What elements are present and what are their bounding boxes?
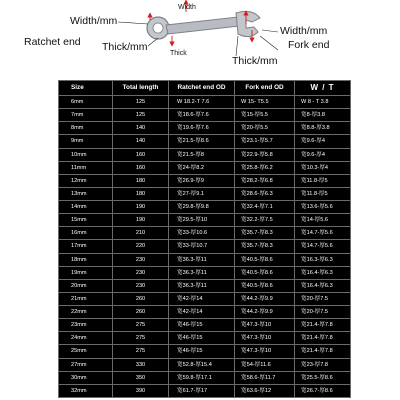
cell-size: 15mm xyxy=(59,214,113,227)
cell-ratchet-od: 宽27-厚9.1 xyxy=(169,187,235,200)
cell-size: 25mm xyxy=(59,345,113,358)
table-row xyxy=(59,135,351,148)
header-ratchet-od: Ratchet end OD xyxy=(169,81,235,96)
cell-total-length: 230 xyxy=(113,279,169,292)
cell-size: 20mm xyxy=(59,279,113,292)
cell-fork-od: 宽35.7-厚8.3 xyxy=(235,240,295,253)
cell-size: 10mm xyxy=(59,148,113,161)
cell-total-length: 390 xyxy=(113,384,169,397)
table-row xyxy=(59,174,351,187)
table-row xyxy=(59,319,351,332)
cell-size: 27mm xyxy=(59,358,113,371)
cell-total-length: 275 xyxy=(113,319,169,332)
cell-size: 21mm xyxy=(59,292,113,305)
cell-wt: 宽10.3-厚4 xyxy=(295,161,351,174)
cell-size: 17mm xyxy=(59,240,113,253)
cell-ratchet-od: 宽42-厚14 xyxy=(169,292,235,305)
cell-total-length: 180 xyxy=(113,174,169,187)
cell-wt: 宽13.6-厚5.6 xyxy=(295,201,351,214)
header-total-length: Total length xyxy=(113,81,169,96)
cell-fork-od: 宽23.1-厚5.7 xyxy=(235,135,295,148)
cell-ratchet-od: 宽59.8-厚17.1 xyxy=(169,371,235,384)
cell-total-length: 180 xyxy=(113,187,169,200)
table-row xyxy=(59,306,351,319)
cell-total-length: 350 xyxy=(113,371,169,384)
cell-fork-od: 宽63.6-厚12 xyxy=(235,384,295,397)
cell-wt: 宽20-厚7.5 xyxy=(295,306,351,319)
cell-fork-od: 宽40.5-厚8.6 xyxy=(235,266,295,279)
cell-total-length: 190 xyxy=(113,214,169,227)
cell-fork-od: 宽15-厚5.5 xyxy=(235,109,295,122)
cell-size: 6mm xyxy=(59,96,113,109)
cell-wt: W 8 - T 3.8 xyxy=(295,96,351,109)
cell-wt: 宽23-厚7.8 xyxy=(295,358,351,371)
label-fork-end: Fork end xyxy=(288,39,330,51)
label-thick-right: Thick/mm xyxy=(232,55,278,67)
cell-wt: 宽9.6-厚4 xyxy=(295,148,351,161)
cell-ratchet-od: 宽46-厚15 xyxy=(169,332,235,345)
cell-fork-od: 宽35.7-厚8.3 xyxy=(235,227,295,240)
cell-size: 32mm xyxy=(59,384,113,397)
label-ratchet-end: Ratchet end xyxy=(24,36,81,48)
cell-wt: 宽16.4-厚6.3 xyxy=(295,266,351,279)
cell-wt: 宽14-厚5.6 xyxy=(295,214,351,227)
cell-fork-od: 宽47.3-厚10 xyxy=(235,345,295,358)
table-row xyxy=(59,187,351,200)
cell-size: 24mm xyxy=(59,332,113,345)
cell-wt: 宽8.8-厚3.8 xyxy=(295,122,351,135)
cell-total-length: 275 xyxy=(113,332,169,345)
label-thick-left: Thick/mm xyxy=(102,41,148,53)
table-row xyxy=(59,214,351,227)
cell-fork-od: 宽40.5-厚8.6 xyxy=(235,279,295,292)
cell-total-length: 260 xyxy=(113,306,169,319)
cell-ratchet-od: 宽24-厚8.2 xyxy=(169,161,235,174)
cell-wt: 宽8-厚3.8 xyxy=(295,109,351,122)
cell-ratchet-od: 宽33-厚10.7 xyxy=(169,240,235,253)
table-row xyxy=(59,122,351,135)
cell-total-length: 210 xyxy=(113,227,169,240)
cell-wt: 宽9.6-厚4 xyxy=(295,135,351,148)
cell-total-length: 160 xyxy=(113,161,169,174)
cell-fork-od: 宽44.2-厚9.9 xyxy=(235,292,295,305)
cell-wt: 宽16.3-厚6.3 xyxy=(295,253,351,266)
cell-wt: 宽16.4-厚6.3 xyxy=(295,279,351,292)
header-wt: W / T xyxy=(295,81,351,96)
cell-wt: 宽11.8-厚5 xyxy=(295,174,351,187)
cell-size: 19mm xyxy=(59,266,113,279)
cell-total-length: 140 xyxy=(113,135,169,148)
cell-ratchet-od: W 18.2-T 7.6 xyxy=(169,96,235,109)
table-row xyxy=(59,227,351,240)
cell-ratchet-od: 宽36.3-厚11 xyxy=(169,266,235,279)
cell-size: 8mm xyxy=(59,122,113,135)
cell-ratchet-od: 宽36.3-厚11 xyxy=(169,279,235,292)
cell-size: 23mm xyxy=(59,319,113,332)
cell-ratchet-od: 宽33-厚10.6 xyxy=(169,227,235,240)
cell-ratchet-od: 宽36.3-厚11 xyxy=(169,253,235,266)
cell-ratchet-od: 宽61.7-厚17 xyxy=(169,384,235,397)
cell-wt: 宽21.4-厚7.8 xyxy=(295,332,351,345)
cell-wt: 宽26.7-厚8.6 xyxy=(295,384,351,397)
cell-wt: 宽14.7-厚5.6 xyxy=(295,240,351,253)
spec-table xyxy=(58,80,350,398)
table-row xyxy=(59,109,351,122)
table-row xyxy=(59,148,351,161)
cell-size: 30mm xyxy=(59,371,113,384)
cell-ratchet-od: 宽46-厚15 xyxy=(169,319,235,332)
cell-ratchet-od: 宽29.8-厚9.8 xyxy=(169,201,235,214)
table-row xyxy=(59,266,351,279)
cell-fork-od: 宽22.9-厚5.8 xyxy=(235,148,295,161)
label-thick-small: Thick xyxy=(170,50,187,57)
cell-ratchet-od: 宽26.9-厚9 xyxy=(169,174,235,187)
cell-size: 16mm xyxy=(59,227,113,240)
cell-fork-od: 宽32.2-厚7.5 xyxy=(235,214,295,227)
table-row xyxy=(59,240,351,253)
cell-ratchet-od: 宽46-厚15 xyxy=(169,345,235,358)
cell-ratchet-od: 宽18.6-厚7.6 xyxy=(169,109,235,122)
cell-fork-od: 宽20-厚5.5 xyxy=(235,122,295,135)
cell-total-length: 125 xyxy=(113,109,169,122)
cell-ratchet-od: 宽19.6-厚7.6 xyxy=(169,122,235,135)
table-row xyxy=(59,384,351,397)
cell-ratchet-od: 宽42-厚14 xyxy=(169,306,235,319)
spec-table-grid xyxy=(58,80,351,398)
cell-total-length: 230 xyxy=(113,253,169,266)
cell-wt: 宽11.8-厚5 xyxy=(295,187,351,200)
cell-total-length: 260 xyxy=(113,292,169,305)
cell-size: 13mm xyxy=(59,187,113,200)
cell-fork-od: 宽58.6-厚11.7 xyxy=(235,371,295,384)
cell-size: 18mm xyxy=(59,253,113,266)
cell-wt: 宽14.7-厚5.6 xyxy=(295,227,351,240)
cell-ratchet-od: 宽29.5-厚10 xyxy=(169,214,235,227)
cell-size: 22mm xyxy=(59,306,113,319)
cell-fork-od: 宽32.4-厚7.1 xyxy=(235,201,295,214)
cell-wt: 宽20-厚7.5 xyxy=(295,292,351,305)
cell-fork-od: 宽25.8-厚6.2 xyxy=(235,161,295,174)
cell-ratchet-od: 宽21.5-厚8.6 xyxy=(169,135,235,148)
cell-total-length: 275 xyxy=(113,345,169,358)
table-row xyxy=(59,253,351,266)
cell-wt: 宽25.5-厚8.6 xyxy=(295,371,351,384)
cell-fork-od: 宽47.3-厚10 xyxy=(235,319,295,332)
wrench-diagram xyxy=(0,0,400,76)
table-row xyxy=(59,292,351,305)
table-row xyxy=(59,96,351,109)
table-row xyxy=(59,279,351,292)
table-row xyxy=(59,201,351,214)
cell-fork-od: 宽44.2-厚9.9 xyxy=(235,306,295,319)
header-fork-od: Fork end OD xyxy=(235,81,295,96)
header-size: Size xyxy=(59,81,113,96)
cell-fork-od: 宽54-厚11.6 xyxy=(235,358,295,371)
table-row xyxy=(59,332,351,345)
cell-total-length: 160 xyxy=(113,148,169,161)
cell-total-length: 190 xyxy=(113,201,169,214)
cell-total-length: 220 xyxy=(113,240,169,253)
table-row xyxy=(59,358,351,371)
cell-fork-od: 宽28.2-厚6.8 xyxy=(235,174,295,187)
table-header-row xyxy=(59,81,351,96)
table-row xyxy=(59,345,351,358)
label-width-left: Width/mm xyxy=(70,15,118,27)
cell-total-length: 230 xyxy=(113,266,169,279)
cell-total-length: 330 xyxy=(113,358,169,371)
cell-fork-od: 宽40.5-厚8.6 xyxy=(235,253,295,266)
cell-ratchet-od: 宽52.8-厚15.4 xyxy=(169,358,235,371)
table-row xyxy=(59,371,351,384)
cell-size: 7mm xyxy=(59,109,113,122)
cell-fork-od: 宽28.6-厚6.3 xyxy=(235,187,295,200)
cell-size: 14mm xyxy=(59,201,113,214)
label-width-small: Width xyxy=(178,4,196,11)
cell-ratchet-od: 宽21.5-厚8 xyxy=(169,148,235,161)
cell-size: 9mm xyxy=(59,135,113,148)
wrench-shape xyxy=(147,11,260,39)
cell-total-length: 125 xyxy=(113,96,169,109)
cell-total-length: 140 xyxy=(113,122,169,135)
cell-wt: 宽21.4-厚7.8 xyxy=(295,345,351,358)
cell-wt: 宽21.4-厚7.8 xyxy=(295,319,351,332)
label-width-right: Width/mm xyxy=(280,25,328,37)
cell-size: 11mm xyxy=(59,161,113,174)
cell-fork-od: W 15- T5.5 xyxy=(235,96,295,109)
table-row xyxy=(59,161,351,174)
cell-size: 12mm xyxy=(59,174,113,187)
cell-fork-od: 宽47.3-厚10 xyxy=(235,332,295,345)
table-body xyxy=(59,96,351,398)
